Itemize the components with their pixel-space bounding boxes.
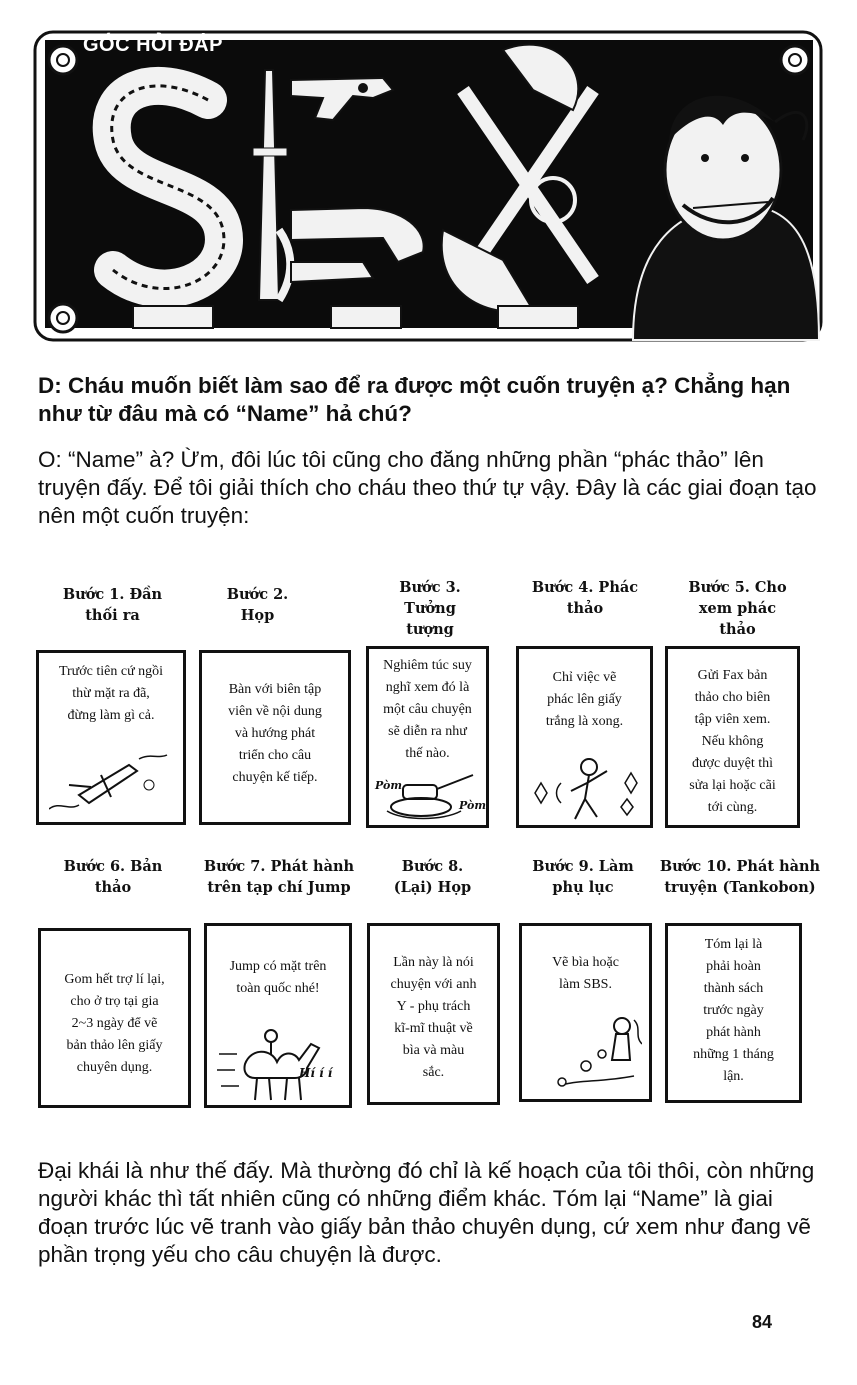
step-5-box (665, 646, 800, 828)
sfx-hi: Hí í í (299, 1066, 333, 1080)
step-10-box (665, 923, 802, 1103)
question-text: D: Cháu muốn biết làm sao để ra được một cuốn truyện ạ? Chẳng hạn như từ đâu mà có “Name” hả chú? (38, 373, 791, 426)
step-10-text: Tóm lại là phải hoàn thành sách trước ngày phát hành những 1 tháng lận. (693, 937, 774, 1084)
step-2-heading: Bước 2. Họp (226, 586, 289, 624)
sbs-banner (33, 30, 823, 342)
airplane-doodle (49, 745, 179, 817)
sfx-pom-1: Pòm (375, 779, 402, 792)
step-2-text: Bàn với biên tập viên về nội dung và hướng phát triển cho câu chuyện kế tiếp. (228, 682, 322, 785)
answer-text: O: “Name” à? Ừm, đôi lúc tôi cũng cho đăng những phần “phác thảo” lên truyện đấy. Để tôi giải thích cho cháu theo thứ tự vậy. Đây là các giai đoạn tạo nên một cuốn truyện: (38, 447, 817, 528)
step-8-box (367, 923, 500, 1105)
step-8-text: Lần này là nói chuyện với anh Y - phụ trách kĩ-mĩ thuật về bìa và màu sắc. (390, 955, 477, 1080)
banner-illustration (33, 30, 823, 342)
step-5-text: Gửi Fax bản thảo cho biên tập viên xem. Nếu không được duyệt thì sửa lại hoặc cãi tới cùng. (689, 668, 776, 815)
step-8-heading: Bước 8. (Lại) Họp (393, 858, 472, 896)
drawing-figure-doodle (527, 753, 647, 823)
step-1-text: Trước tiên cứ ngồi thừ mặt ra đã, đừng làm gì cả. (58, 664, 164, 723)
step-10-heading: Bước 10. Phát hành truyện (Tankobon) (659, 858, 821, 896)
closing-text: Đại khái là như thế đấy. Mà thường đó chỉ là kế hoạch của tôi thôi, còn những người khác thì tất nhiên cũng có những điểm khác. Tóm lại “Name” là giai đoạn trước lúc vẽ tranh vào giấy bản thảo chuyên dụng, cứ xem như đang vẽ phần trọng yếu cho câu chuyện là được. (38, 1158, 815, 1267)
step-6-heading: Bước 6. Bản thảo (63, 858, 163, 896)
banner-title: GÓC HỎI ĐÁP (83, 34, 223, 56)
step-3-text: Nghiêm túc suy nghĩ xem đó là một câu chuyện sẽ diễn ra như thế nào. (383, 658, 472, 761)
camel-rider-doodle (215, 1024, 347, 1104)
step-7-heading: Bước 7. Phát hành trên tạp chí Jump (203, 858, 355, 896)
step-9-box (519, 923, 652, 1102)
step-6-text: Gom hết trợ lí lại, cho ở trọ tại gia 2~3 ngày để vẽ bản thảo lên giấy chuyên dụng. (64, 972, 165, 1075)
step-6-box (38, 928, 191, 1108)
step-9-text: Vẽ bìa hoặc làm SBS. (552, 955, 619, 992)
step-1-heading: Bước 1. Đần thối ra (62, 586, 163, 624)
sfx-pom-2: Pòm (459, 799, 486, 812)
step-7-text: Jump có mặt trên toàn quốc nhé! (229, 959, 327, 996)
tank-doodle (373, 767, 485, 823)
step-3-box (366, 646, 489, 828)
step-1-box (36, 650, 186, 825)
step-5-heading: Bước 5. Cho xem phác thảo (688, 579, 787, 638)
step-9-heading: Bước 9. Làm phụ lục (532, 858, 634, 896)
step-4-text: Chỉ việc vẽ phác lên giấy trắng là xong. (545, 670, 624, 729)
step-7-box (204, 923, 352, 1108)
page-number: 84 (752, 1312, 773, 1332)
step-4-box (516, 646, 653, 828)
bubbles-figure-doodle (542, 1010, 642, 1090)
step-3-heading: Bước 3. Tưởng tượng (399, 579, 461, 638)
step-4-heading: Bước 4. Phác thảo (531, 579, 639, 617)
step-2-box (199, 650, 351, 825)
